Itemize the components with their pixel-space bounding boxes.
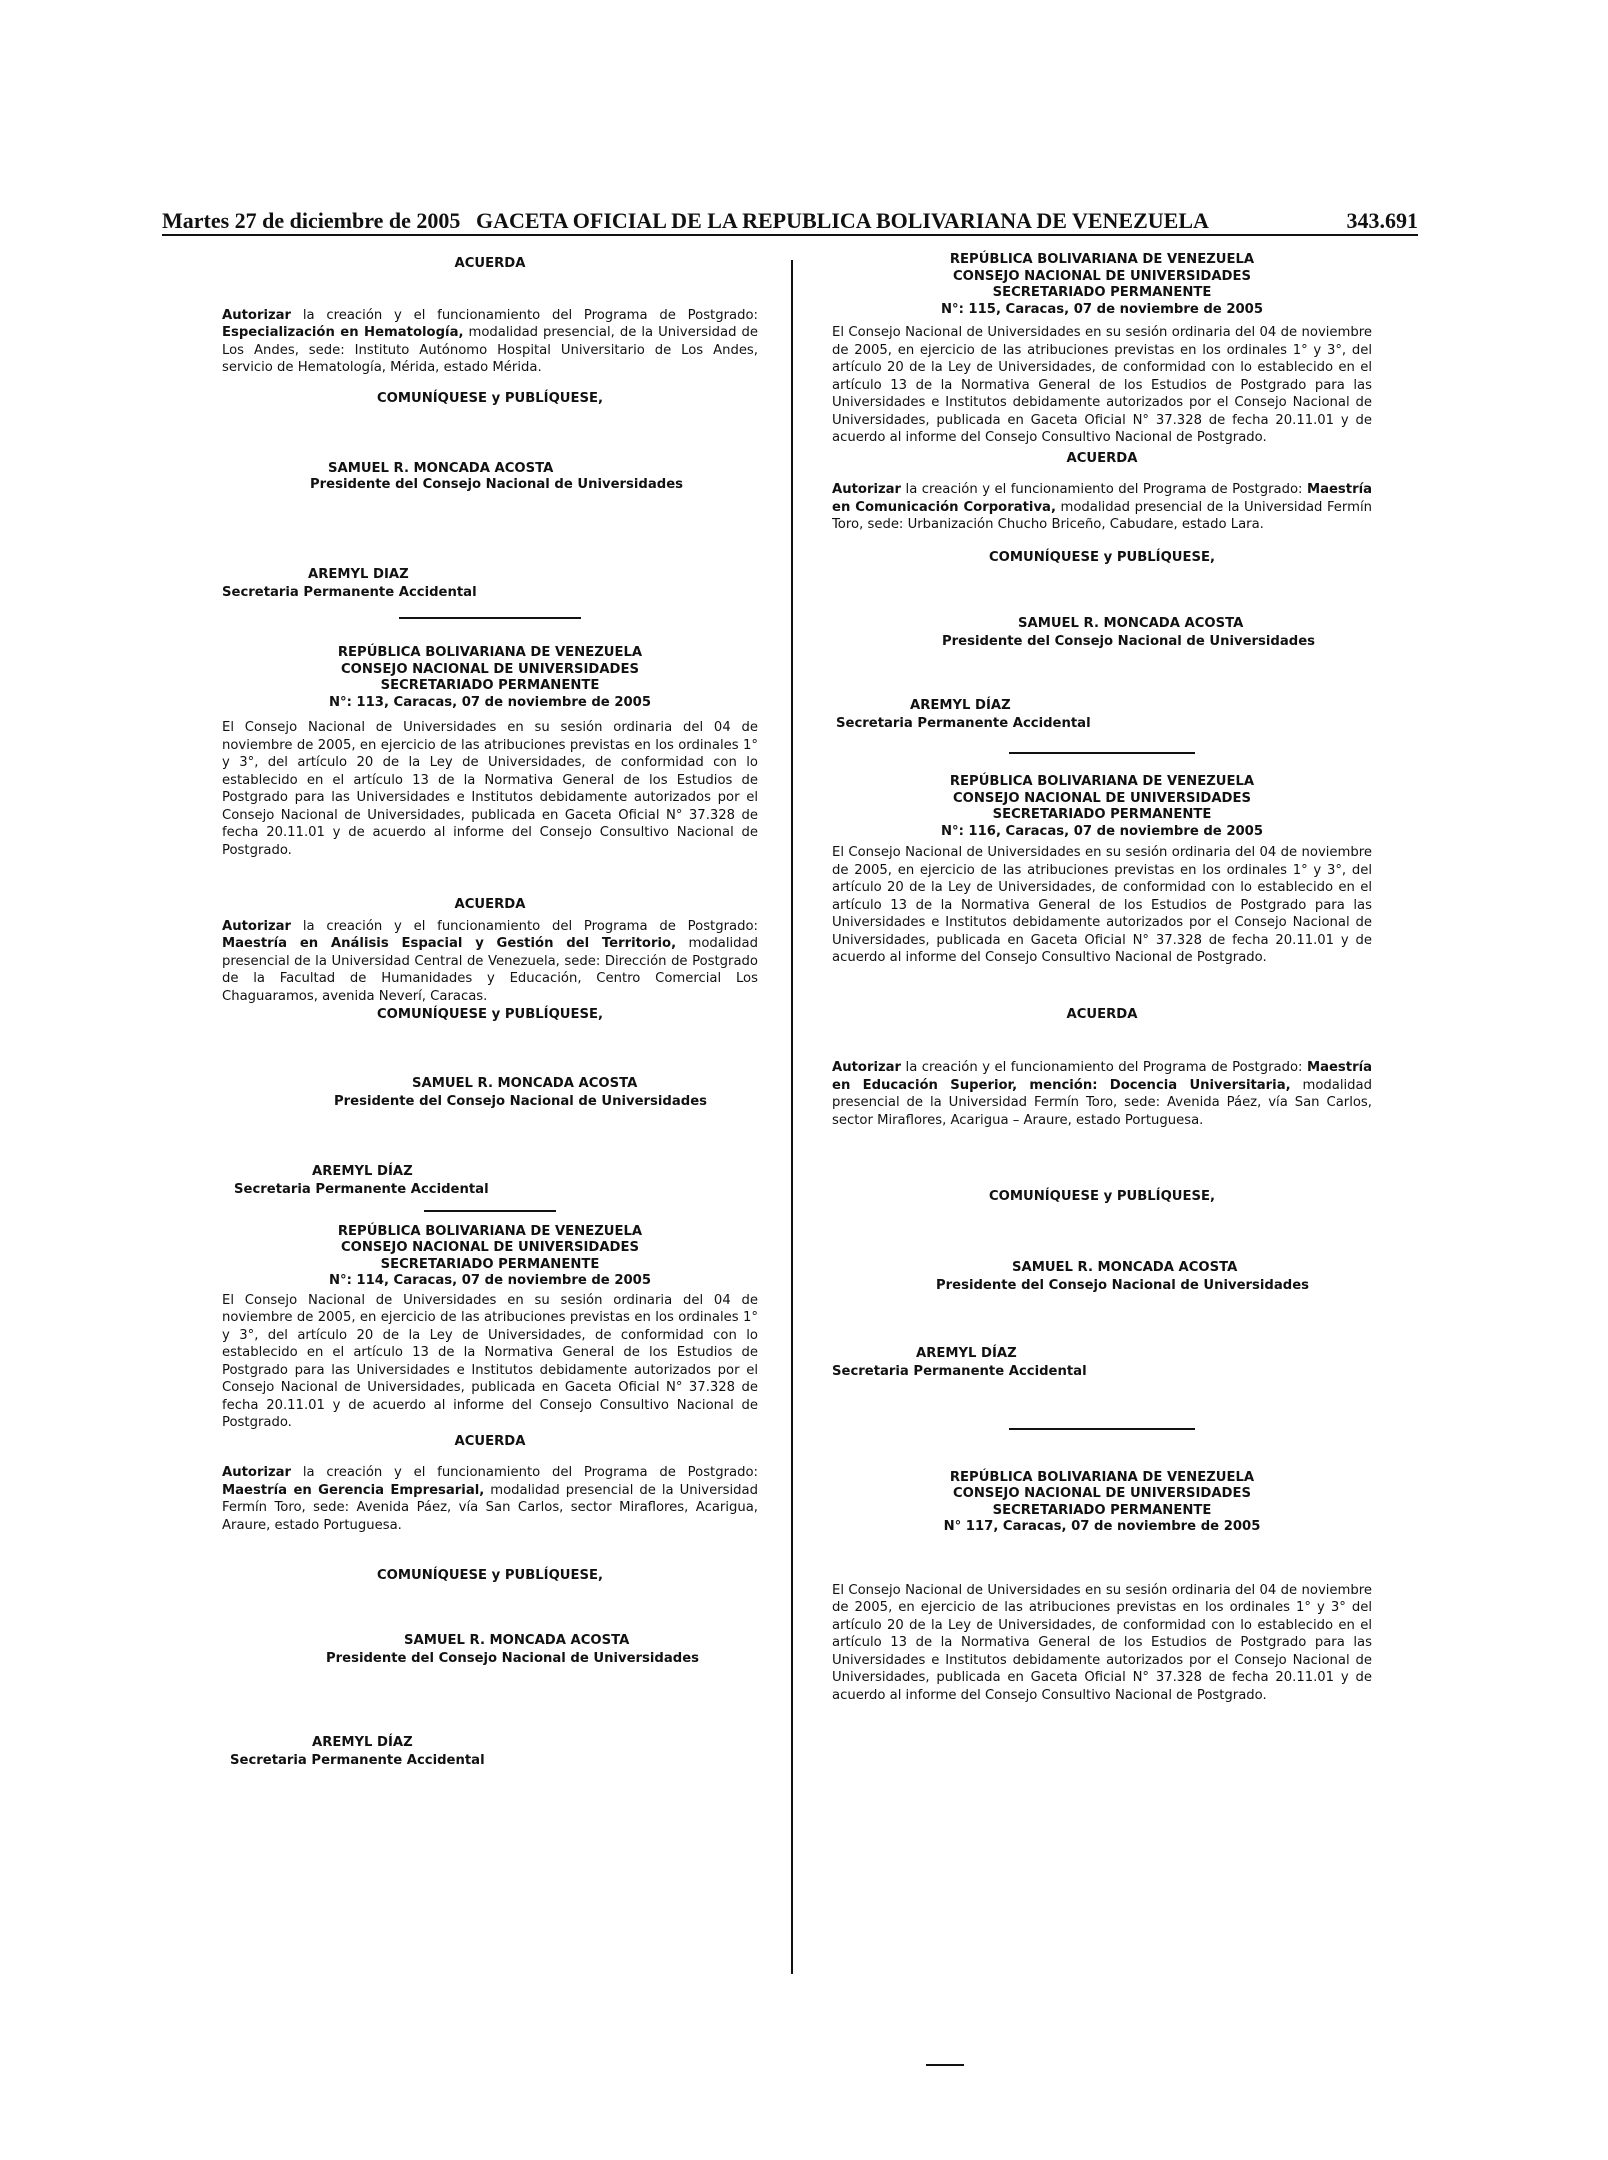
comuniquese-line: COMUNÍQUESE y PUBLÍQUESE, — [988, 549, 1216, 565]
acuerda-heading: ACUERDA — [454, 1433, 526, 1449]
resolution-114 — [222, 1224, 758, 1771]
gazette-header — [162, 208, 1418, 234]
secretary-name: AREMYL DÍAZ — [910, 698, 1011, 713]
president-title: Presidente del Consejo Nacional de Universidades — [942, 634, 1315, 649]
signature-block — [222, 1631, 758, 1669]
section-rule — [1009, 752, 1195, 754]
acuerda-heading: ACUERDA — [1066, 1006, 1138, 1022]
right-column — [832, 252, 1372, 1704]
secretary-name: AREMYL DÍAZ — [312, 1163, 413, 1179]
considerando-text: El Consejo Nacional de Universidades en su sesión ordinaria del 04 de noviembre de 2005, en ejercicio de las atribuciones previstas en los ordinales 1° y 3° del artículo 20 de la Ley de Universidades, de conformidad con lo establecido en el artículo 13 de la Normativa General de los Estudios de Postgrado para las Universidades e Institutos debidamente autorizados por el Consejo Nacional de Universidades, publicada en Gaceta Oficial N° 37.328 de fecha 20.11.01 y de acuerdo al informe del Consejo Consultivo Nacional de Postgrado. — [832, 1582, 1372, 1703]
secretary-name: AREMYL DIAZ — [308, 567, 409, 582]
republica-heading: REPÚBLICA BOLIVARIANA DE VENEZUELA — [337, 645, 643, 660]
acuerdo-text: Autorizar la creación y el funcionamiento del Programa de Postgrado: Especialización en Hematología, modalidad presencial, de la Universidad de Los Andes, sede: Instituto Autónomo Hospital Universitario de Los Andes, servicio de Hematología, Mérida, estado Mérida. — [222, 307, 758, 375]
secretariado-heading: SECRETARIADO PERMANENTE — [992, 807, 1212, 822]
considerando-text: El Consejo Nacional de Universidades en su sesión ordinaria del 04 de noviembre de 2005, en ejercicio de las atribuciones previstas en los ordinales 1° y 3°, del artículo 20 de la Ley de Universidades, de conformidad con lo establecido en el artículo 13 de la Normativa General de los Estudios de Postgrado para las Universidades e Institutos debidamente autorizados por el Consejo Nacional de Universidades, publicada en Gaceta Oficial N° 37.328 de fecha 20.11.01 y de acuerdo al informe del Consejo Consultivo Nacional de Postgrado. — [222, 1292, 758, 1430]
acuerda-heading: ACUERDA — [1066, 450, 1138, 466]
resolution-113 — [222, 645, 758, 1212]
header-page-number: 343.691 — [1346, 208, 1418, 233]
consejo-heading: CONSEJO NACIONAL DE UNIVERSIDADES — [953, 1486, 1251, 1501]
acuerdo-text: Autorizar la creación y el funcionamiento del Programa de Postgrado: Maestría en Comunicación Corporativa, modalidad presencial de la Universidad Fermín Toro, sede: Urbanización Chucho Briceño, Cabudare, estado Lara. — [832, 482, 1372, 532]
secretary-title: Secretaria Permanente Accidental — [222, 585, 477, 600]
president-title: Presidente del Consejo Nacional de Universidades — [326, 1650, 699, 1666]
secretariado-heading: SECRETARIADO PERMANENTE — [992, 285, 1212, 300]
president-name: SAMUEL R. MONCADA ACOSTA — [412, 1075, 638, 1091]
consejo-heading: CONSEJO NACIONAL DE UNIVERSIDADES — [341, 661, 639, 677]
president-name: SAMUEL R. MONCADA ACOSTA — [1012, 1259, 1238, 1275]
secretariado-heading: SECRETARIADO PERMANENTE — [380, 1256, 600, 1272]
section-rule — [399, 617, 581, 619]
column-divider — [791, 260, 793, 1974]
resolution-number: N°: 116, Caracas, 07 de noviembre de 2005 — [940, 823, 1264, 839]
consejo-heading: CONSEJO NACIONAL DE UNIVERSIDADES — [953, 790, 1251, 806]
resolution-number: N°: 115, Caracas, 07 de noviembre de 2005 — [940, 301, 1264, 317]
secretary-block — [222, 1733, 758, 1771]
comuniquese-line: COMUNÍQUESE y PUBLÍQUESE, — [376, 390, 604, 406]
secretary-name: AREMYL DÍAZ — [916, 1345, 1017, 1361]
secretary-block — [222, 565, 758, 603]
president-title: Presidente del Consejo Nacional de Universidades — [936, 1277, 1309, 1293]
signature-block — [222, 459, 758, 495]
comuniquese-line: COMUNÍQUESE y PUBLÍQUESE, — [376, 1007, 604, 1022]
considerando-text: El Consejo Nacional de Universidades en su sesión ordinaria del 04 de noviembre de 2005, en ejercicio de las atribuciones previstas en los ordinales 1° y 3°, del artículo 20 de la Ley de Universidades, de conformidad con lo establecido en el artículo 13 de la Normativa General de los Estudios de Postgrado para las Universidades e Institutos debidamente autorizados por el Consejo Nacional de Universidades, publicada en Gaceta Oficial N° 37.328 de fecha 20.11.01 y de acuerdo al informe del Consejo Consultivo Nacional de Postgrado. — [832, 325, 1372, 445]
secretary-title: Secretaria Permanente Accidental — [832, 1363, 1087, 1379]
signature-block — [832, 1258, 1372, 1296]
signature-block — [222, 1074, 758, 1112]
president-name: SAMUEL R. MONCADA ACOSTA — [404, 1632, 630, 1648]
acuerdo-text: Autorizar la creación y el funcionamiento del Programa de Postgrado: Maestría en Educación Superior, mención: Docencia Universitaria, modalidad presencial de la Universidad Fermín Toro, sede: Avenida Páez, vía San Carlos, sector Miraflores, Acarigua – Araure, estado Portuguesa. — [832, 1060, 1372, 1128]
resolution-number: N°: 113, Caracas, 07 de noviembre de 2005 — [328, 694, 652, 710]
consejo-heading: CONSEJO NACIONAL DE UNIVERSIDADES — [953, 268, 1251, 284]
considerando-text: El Consejo Nacional de Universidades en su sesión ordinaria del 04 de noviembre de 2005, en ejercicio de las atribuciones previstas en los ordinales 1° y 3°, del artículo 20 de la Ley de Universidades, de conformidad con lo establecido en el artículo 13 de la Normativa General de los Estudios de Postgrado para las Universidades e Institutos debidamente autorizados por el Consejo Nacional de Universidades, publicada en Gaceta Oficial N° 37.328 de fecha 20.11.01 y de acuerdo al informe del Consejo Consultivo Nacional de Postgrado. — [222, 720, 758, 858]
section-rule — [424, 1210, 556, 1212]
resolution-117 — [832, 1470, 1372, 1705]
acuerda-heading: ACUERDA — [454, 256, 526, 271]
secretary-block — [832, 696, 1372, 734]
republica-heading: REPÚBLICA BOLIVARIANA DE VENEZUELA — [337, 1223, 643, 1239]
secretary-title: Secretaria Permanente Accidental — [234, 1181, 489, 1197]
resolution-number: N° 117, Caracas, 07 de noviembre de 2005 — [943, 1519, 1261, 1534]
resolution-115 — [832, 252, 1372, 754]
left-column — [222, 252, 758, 1771]
secretary-name: AREMYL DÍAZ — [312, 1734, 413, 1750]
resolution-112-end — [222, 256, 758, 619]
republica-heading: REPÚBLICA BOLIVARIANA DE VENEZUELA — [949, 774, 1255, 789]
comuniquese-line: COMUNÍQUESE y PUBLÍQUESE, — [988, 1189, 1216, 1204]
secretary-title: Secretaria Permanente Accidental — [230, 1752, 485, 1768]
secretariado-heading: SECRETARIADO PERMANENTE — [380, 678, 600, 693]
republica-heading: REPÚBLICA BOLIVARIANA DE VENEZUELA — [949, 252, 1255, 267]
acuerda-heading: ACUERDA — [454, 897, 526, 912]
comuniquese-line: COMUNÍQUESE y PUBLÍQUESE, — [376, 1568, 604, 1583]
resolution-number: N°: 114, Caracas, 07 de noviembre de 2005 — [328, 1273, 652, 1288]
considerando-text: El Consejo Nacional de Universidades en su sesión ordinaria del 04 de noviembre de 2005, en ejercicio de las atribuciones previstas en los ordinales 1° y 3°, del artículo 20 de la Ley de Universidades, de conformidad con lo establecido en el artículo 13 de la Normativa General de los Estudios de Postgrado para las Universidades e Institutos debidamente autorizados por el Consejo Nacional de Universidades, publicada en Gaceta Oficial N° 37.328 de fecha 20.11.01 y de acuerdo al informe del Consejo Consultivo Nacional de Postgrado. — [832, 845, 1372, 965]
secretary-block — [832, 1344, 1372, 1382]
secretary-title: Secretaria Permanente Accidental — [836, 716, 1091, 731]
secretariado-heading: SECRETARIADO PERMANENTE — [992, 1502, 1212, 1518]
header-rule — [162, 234, 1418, 236]
page-end-rule — [926, 2064, 964, 2066]
president-name: SAMUEL R. MONCADA ACOSTA — [1018, 616, 1244, 631]
signature-block — [832, 614, 1372, 652]
president-title: Presidente del Consejo Nacional de Universidades — [310, 477, 683, 492]
republica-heading: REPÚBLICA BOLIVARIANA DE VENEZUELA — [949, 1469, 1255, 1485]
acuerdo-text: Autorizar la creación y el funcionamiento del Programa de Postgrado: Maestría en Gerencia Empresarial, modalidad presencial de la Universidad Fermín Toro, sede: Avenida Páez, vía San Carlos, sector Miraflores, Acarigua, Araure, estado Portuguesa. — [222, 1465, 759, 1533]
acuerdo-text: Autorizar la creación y el funcionamiento del Programa de Postgrado: Maestría en Análisis Espacial y Gestión del Territorio, modalidad presencial de la Universidad Central de Venezuela, sede: Dirección de Postgrado de la Facultad de Humanidades y Educación, Centro Comercial Los Chaguaramos, avenida Neverí, Caracas. — [222, 918, 758, 1004]
section-rule — [1009, 1428, 1195, 1430]
resolution-116 — [832, 774, 1372, 1430]
secretary-block — [222, 1162, 758, 1200]
header-title: GACETA OFICIAL DE LA REPUBLICA BOLIVARIANA DE VENEZUELA — [476, 208, 1209, 233]
consejo-heading: CONSEJO NACIONAL DE UNIVERSIDADES — [341, 1240, 639, 1255]
president-title: Presidente del Consejo Nacional de Universidades — [334, 1093, 707, 1109]
header-date: Martes 27 de diciembre de 2005 — [162, 208, 461, 233]
president-name: SAMUEL R. MONCADA ACOSTA — [328, 461, 554, 476]
